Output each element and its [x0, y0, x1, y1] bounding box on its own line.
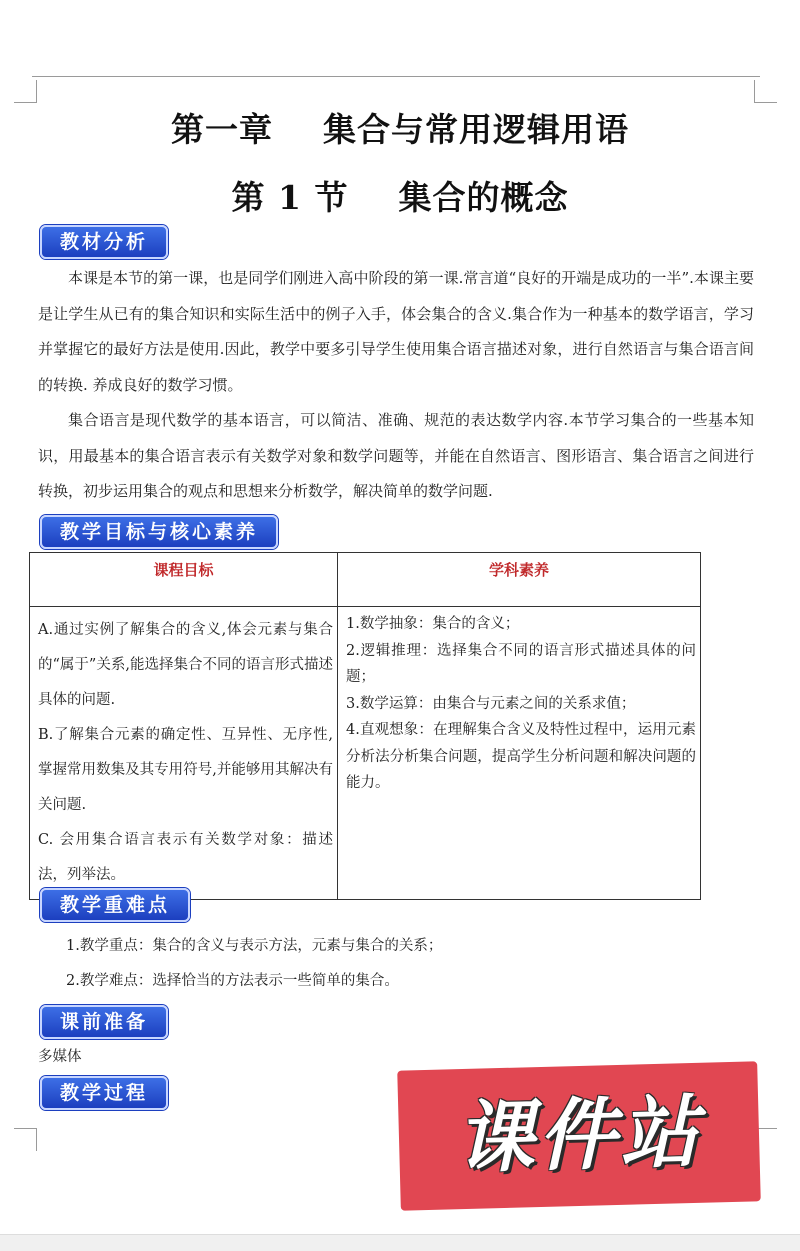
- keypoints-section-badge: 教学重难点: [40, 888, 190, 922]
- literacy-cell: [338, 607, 701, 900]
- analysis-section-badge: 教材分析: [40, 225, 168, 259]
- keypoint-item-2: 2.教学难点：选择恰当的方法表示一些简单的集合。: [66, 973, 399, 989]
- crop-mark-top-right: [754, 80, 777, 103]
- table-header-course-goals: 课程目标: [30, 553, 338, 607]
- goal-item: C. 会用集合语言表示有关数学对象：描述法，列举法。: [38, 832, 333, 883]
- header-rule: [32, 76, 760, 77]
- chapter-title: 第一章 集合与常用逻辑用语: [171, 110, 629, 149]
- table-header-literacy: 学科素养: [338, 553, 701, 607]
- watermark-text: 课件站: [454, 1087, 704, 1185]
- literacy-item: 4.直观想象：在理解集合含义及特性过程中，运用元素分析法分析集合问题，提高学生分析问题和解决问题的能力。: [346, 722, 696, 791]
- section-title: 第 1 节 集合的概念: [231, 178, 569, 217]
- analysis-paragraph-2: 集合语言是现代数学的基本语言，可以简洁、准确、规范的表达数学内容.本节学习集合的一些基本知识，用最基本的集合语言表示有关数学对象和数学问题等，并能在自然语言、图形语言、集合语言之间进行转换，初步运用集合的观点和思想来分析数学，解决简单的数学问题.: [38, 411, 754, 500]
- crop-mark-top-left: [14, 80, 37, 103]
- literacy-item: 1.数学抽象：集合的含义；: [346, 616, 520, 632]
- watermark-stamp: [397, 1061, 761, 1210]
- literacy-item: 2.逻辑推理：选择集合不同的语言形式描述具体的问题；: [346, 642, 696, 685]
- literacy-item: 3.数学运算：由集合与元素之间的关系求值；: [346, 695, 636, 712]
- preparation-text: 多媒体: [38, 1049, 82, 1065]
- course-goals-cell: [30, 607, 338, 900]
- goal-item: A.通过实例了解集合的含义,体会元素与集合的“属于”关系,能选择集合不同的语言形式描述具体的问题.: [38, 622, 333, 708]
- process-section-badge: 教学过程: [40, 1076, 168, 1110]
- preparation-section-badge: 课前准备: [40, 1005, 168, 1039]
- viewer-bottom-bar: [0, 1234, 800, 1251]
- keypoint-item-1: 1.教学重点：集合的含义与表示方法，元素与集合的关系；: [66, 938, 443, 954]
- objectives-section-badge: 教学目标与核心素养: [40, 515, 278, 549]
- crop-mark-bottom-left: [14, 1128, 37, 1151]
- goal-item: B.了解集合元素的确定性、互异性、无序性,掌握常用数集及其专用符号,并能够用其解决有关问题.: [38, 727, 333, 813]
- analysis-paragraph-1: 本课是本节的第一课，也是同学们刚进入高中阶段的第一课.常言道“良好的开端是成功的一半”.本课主要是让学生从已有的集合知识和实际生活中的例子入手，体会集合的含义.集合作为一种基本的数学语言，学习并掌握它的最好方法是使用.因此，教学中要多引导学生使用集合语言描述对象，进行自然语言与集合语言间的转换. 养成良好的数学习惯。: [38, 269, 754, 394]
- objectives-table: [29, 552, 701, 900]
